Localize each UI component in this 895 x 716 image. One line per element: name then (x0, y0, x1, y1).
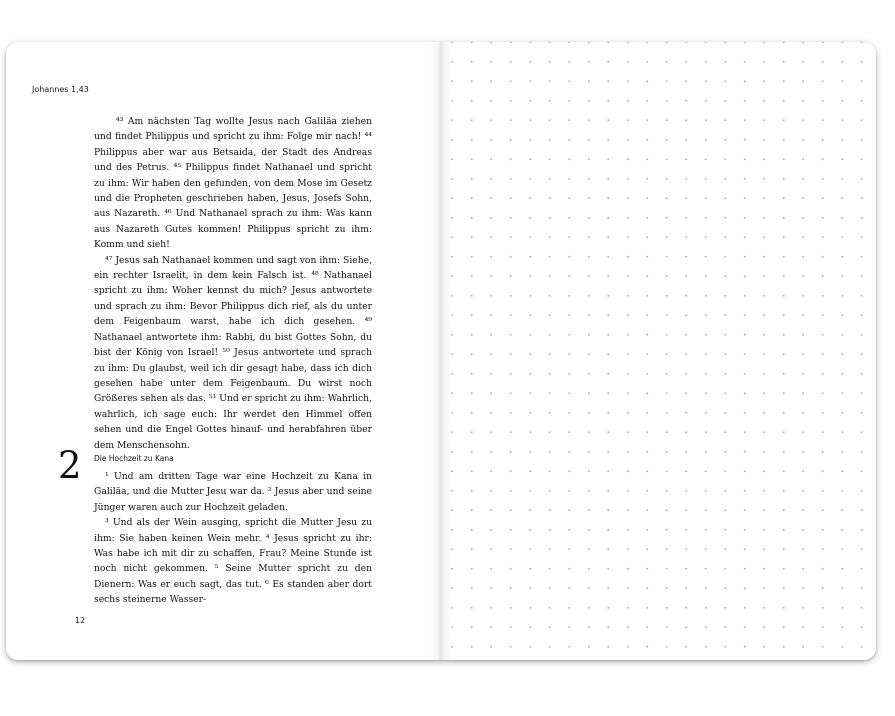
chapter-text-block (94, 469, 372, 608)
page-number: 12 (75, 616, 86, 625)
left-page (6, 42, 440, 660)
book-gutter (430, 42, 452, 660)
verse-paragraph: ⁴⁷ Jesus sah Nathanael kommen und sagt von ihm: Siehe, ein rechter Israelit, in dem kein Falsch ist. ⁴⁸ Nathanael spricht zu ihm: Woher kennst du mich? Jesus antwortete und sprach zu ihm: Bevor Philippus dich rief, als du unter dem Feigenbaum warst, habe ich dich gesehen. ⁴⁹ Nathanael antwortete ihm: Rabbi, du bist Gottes Sohn, du bist der König von Israel! ⁵⁰ Jesus antwortete und sprach zu ihm: Du glaubst, weil ich dir gesagt habe, dass ich dich gesehen habe unter dem Feigenbaum. Du wirst noch Größeres sehen als das. ⁵¹ Und er spricht zu ihm: Wahrlich, wahrlich, ich sage euch: Ihr werdet den Himmel offen sehen und die Engel Gottes hinauf- und herabfahren über dem Menschensohn. (94, 254, 372, 451)
chapter-number: 2 (58, 444, 82, 487)
open-book (6, 42, 876, 660)
section-title: Die Hochzeit zu Kana (94, 454, 174, 463)
verse-text-block (94, 114, 372, 453)
running-head: Johannes 1,43 (32, 85, 89, 94)
right-page-dot-grid (440, 42, 876, 660)
verse-paragraph: ³ Und als der Wein ausging, spricht die Mutter Jesu zu ihm: Sie haben keinen Wein mehr. ⁴ Jesus spricht zu ihr: Was habe ich mit dir zu schaffen, Frau? Meine Stunde ist noch nicht gekommen. ⁵ Seine Mutter spricht zu den Dienern: Was er euch sagt, das tut. ⁶ Es standen aber dort sechs steinerne Wasser- (94, 517, 372, 606)
verse-paragraph: ¹ Und am dritten Tage war eine Hochzeit zu Kana in Galiläa, und die Mutter Jesu war da. ² Jesus aber und seine Jünger waren auch zur Hochzeit geladen. (94, 471, 372, 513)
verse-paragraph: ⁴³ Am nächsten Tag wollte Jesus nach Galiläa ziehen und findet Philippus und spricht zu ihm: Folge mir nach! ⁴⁴ Philippus aber war aus Betsaida, der Stadt des Andreas und des Petrus. ⁴⁵ Philippus findet Nathanael und spricht zu ihm: Wir haben den gefunden, von dem Mose im Gesetz und die Propheten geschrieben haben, Jesus, Josefs Sohn, aus Nazareth. ⁴⁶ Und Nathanael sprach zu ihm: Was kann aus Nazareth Gutes kommen! Philippus spricht zu ihm: Komm und sieh! (94, 116, 372, 251)
